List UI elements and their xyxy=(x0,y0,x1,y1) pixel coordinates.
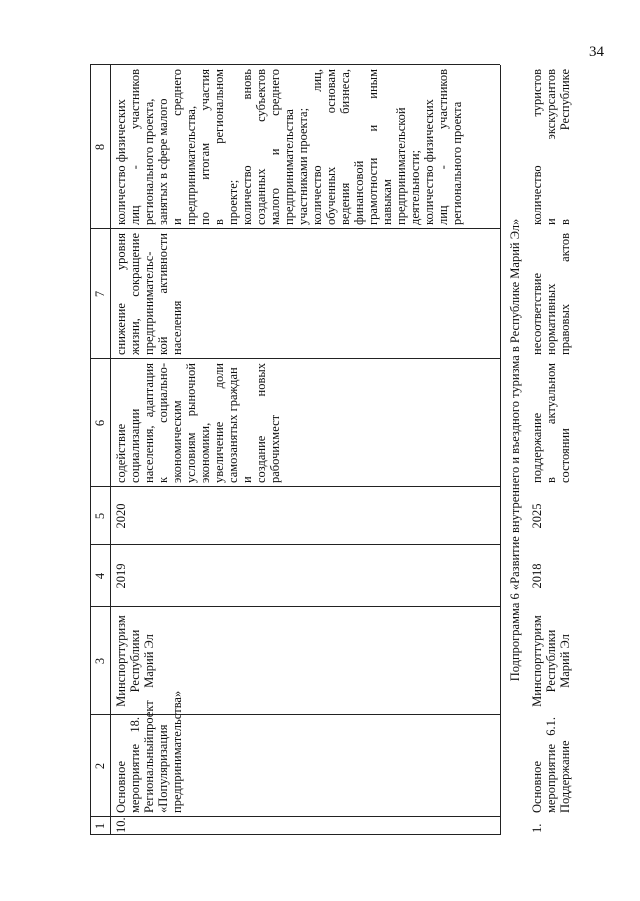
row1-end-year: 2025 xyxy=(530,503,544,529)
table-border-right xyxy=(90,64,500,65)
row10-end-year: 2020 xyxy=(114,503,128,529)
row1-expected-result: поддержание в актуальном состоянии xyxy=(530,363,572,483)
header-col-3: 3 xyxy=(93,657,107,665)
subprogram-title: Подпрограмма 6 «Развитие внутреннего и въездного туризма в Республике Марий Эл» xyxy=(508,218,522,682)
header-col-8: 8 xyxy=(93,143,107,151)
header-col-2: 2 xyxy=(93,762,107,770)
row1-start-year: 2018 xyxy=(530,563,544,589)
col-divider xyxy=(90,486,500,487)
header-col-1: 1 xyxy=(93,822,107,830)
row10-number: 10. xyxy=(114,817,128,833)
row10-expected-result: содействие социализации населения, адаптация к социально- экономическим условиям рыночной экономики, увеличение доли самозанятых граждан и создание новых рабочихмест xyxy=(114,363,282,483)
row1-responsible: Минспорттуризм Республики Марий Эл xyxy=(530,615,572,707)
header-col-7: 7 xyxy=(93,290,107,298)
row1-indicators: количество туристов и экскурсантов в Республике xyxy=(530,69,572,225)
col-divider xyxy=(90,228,500,229)
header-row-divider xyxy=(110,65,111,835)
row10-responsible: Минспорттуризм Республики Марий Эл xyxy=(114,615,156,707)
header-col-4: 4 xyxy=(93,572,107,580)
col-divider xyxy=(90,358,500,359)
row10-consequences: снижение уровня жизни, сокращение предпринимательс- кой активности населения xyxy=(114,233,184,355)
header-col-6: 6 xyxy=(93,419,107,427)
col-divider xyxy=(90,606,500,607)
rotated-table xyxy=(90,65,572,835)
col-divider xyxy=(90,816,500,817)
header-col-5: 5 xyxy=(93,512,107,520)
row10-indicators: количество физических лиц - участников регионального проекта, занятых в сфере малого и среднего предпринимательства, по итогам участия в региональном проекте; количество вновь созданных субъектов малого и среднего предпринимательства участниками проекта; количество лиц, обученных основам ведения бизнеса, финансовой грамотности и иным навыкам предпринимательской деятельности; количество физических лиц - участников регионального проекта xyxy=(114,69,464,225)
row10-start-year: 2019 xyxy=(114,563,128,589)
table-border-top xyxy=(90,65,91,835)
page-number: 34 xyxy=(589,44,604,60)
col-divider xyxy=(90,544,500,545)
table-border-bottom xyxy=(500,65,501,835)
table-border-left xyxy=(90,834,500,835)
row1-consequences: несоответствие нормативных правовых актов xyxy=(530,233,572,355)
row1-event-name: Основное мероприятие 6.1. Поддержание xyxy=(530,717,572,813)
row10-event-name: Основное мероприятие 18. Региональный проект «Популяризация предпринимательства» xyxy=(114,690,184,813)
row1-number: 1. xyxy=(530,823,544,833)
